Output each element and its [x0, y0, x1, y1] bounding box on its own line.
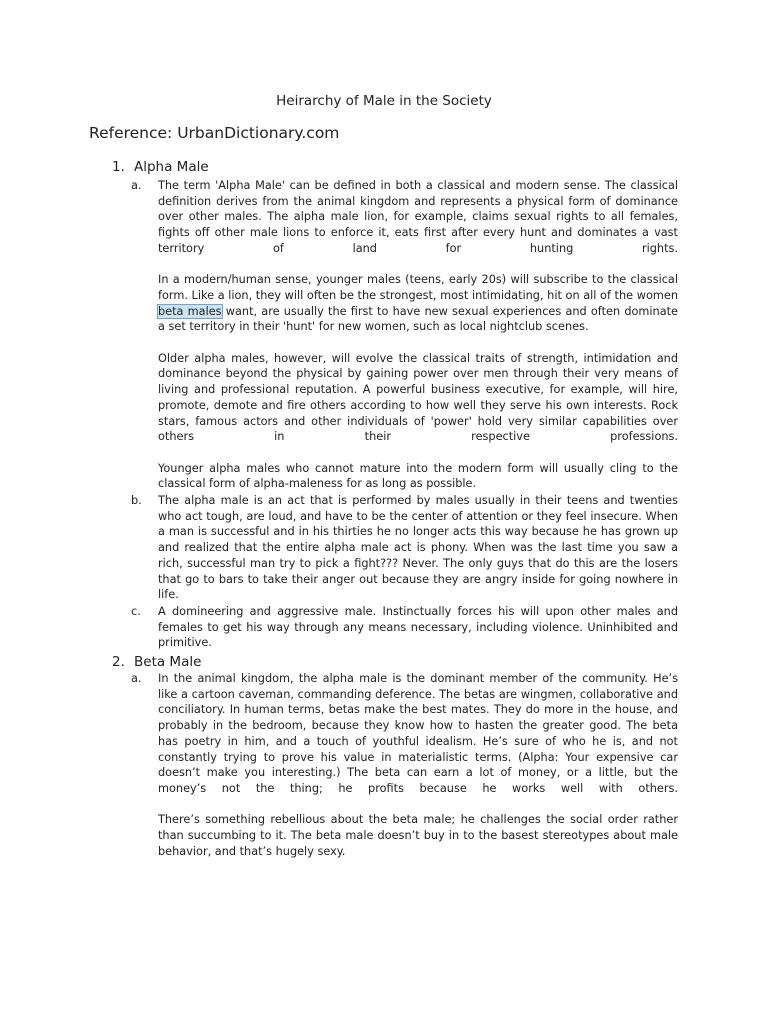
section-number: 1. [112, 159, 125, 175]
section-heading-beta-male [112, 653, 201, 671]
section-heading-alpha-male [112, 158, 209, 176]
reference-line: Reference: UrbanDictionary.com [89, 124, 340, 142]
list-item-body [158, 493, 678, 603]
paragraph: A domineering and aggressive male. Instinctually forces his will upon other males and females to get his way through any means necessary, including violence. Uninhibited and primitive. [158, 605, 678, 650]
paragraph [158, 272, 678, 335]
section-title: Beta Male [134, 654, 202, 670]
section-number: 2. [112, 654, 125, 670]
list-item-body [158, 671, 678, 859]
list-item-2a [131, 671, 678, 859]
list-marker: a. [131, 672, 142, 685]
list-marker: a. [131, 179, 142, 192]
paragraph: The alpha male is an act that is performed by males usually in their teens and twenties who act tough, are loud, and have to be the center of attention or they feel insecure. When a man is successful and in his thirties he no longer acts this way because he has grown up and realized that the entire alpha male act is phony. When was the last time you saw a rich, successful man try to pick a fight??? Never. The only guys that do this are the losers that go to bars to take their anger out because they are angry inside for going nowhere in life. [158, 494, 678, 602]
paragraph: There’s something rebellious about the beta male; he challenges the social order rather than succumbing to it. The beta male doesn’t buy in to the basest stereotypes about male behavior, and that’s hugely sexy. [158, 813, 678, 858]
list-item-1c [131, 604, 678, 651]
text-span: want, are usually the first to have new sexual experiences and often dominate a set territory in their 'hunt' for new women, such as local nightclub scenes. [158, 304, 679, 334]
list-item-body [158, 604, 678, 651]
list-item-1a [131, 178, 678, 492]
list-marker: b. [131, 494, 142, 507]
section-title: Alpha Male [134, 159, 209, 175]
paragraph: The term 'Alpha Male' can be defined in both a classical and modern sense. The classical definition derives from the animal kingdom and represents a physical form of dominance over other males. The alpha male lion, for example, claims sexual rights to all females, fights off other male lions to enforce it, eats first after every hunt and dominates a vast territory of land for hunting rights. [158, 179, 678, 255]
selected-text-highlight[interactable]: beta males [158, 304, 222, 318]
list-marker: c. [131, 605, 141, 618]
list-item-body [158, 178, 678, 492]
list-item-1b [131, 493, 678, 603]
paragraph: Younger alpha males who cannot mature into the modern form will usually cling to the classical form of alpha-maleness for as long as possible. [158, 461, 678, 491]
text-span: In a modern/human sense, younger males (teens, early 20s) will subscribe to the classical form. Like a lion, they will often be the strongest, most intimidating, hit on all of the women [158, 273, 678, 302]
paragraph: Older alpha males, however, will evolve the classical traits of strength, intimidation and dominance beyond the physical by gaining power over men through their very means of living and professional reputation. A powerful business executive, for example, will hire, promote, demote and fire others according to how well they serve his own interests. Rock stars, famous actors and other individuals of 'power' hold very similar capabilities over others in their respective professions. [158, 351, 678, 444]
paragraph: In the animal kingdom, the alpha male is the dominant member of the community. He’s like a cartoon caveman, commanding deference. The betas are wingmen, collaborative and conciliatory. In human terms, betas make the best mates. They do more in the house, and probably in the bedroom, because they know how to hasten the greater good. The beta has poetry in him, and a touch of youthful idealism. He’s sure of who he is, and not constantly trying to prove his value in materialistic terms. (Alpha: Your expensive car doesn’t make you interesting.) The beta can earn a lot of money, or a little, but the money’s not the thing; he profits because he works well with others. [158, 672, 678, 795]
document-title: Heirarchy of Male in the Society [276, 93, 492, 109]
